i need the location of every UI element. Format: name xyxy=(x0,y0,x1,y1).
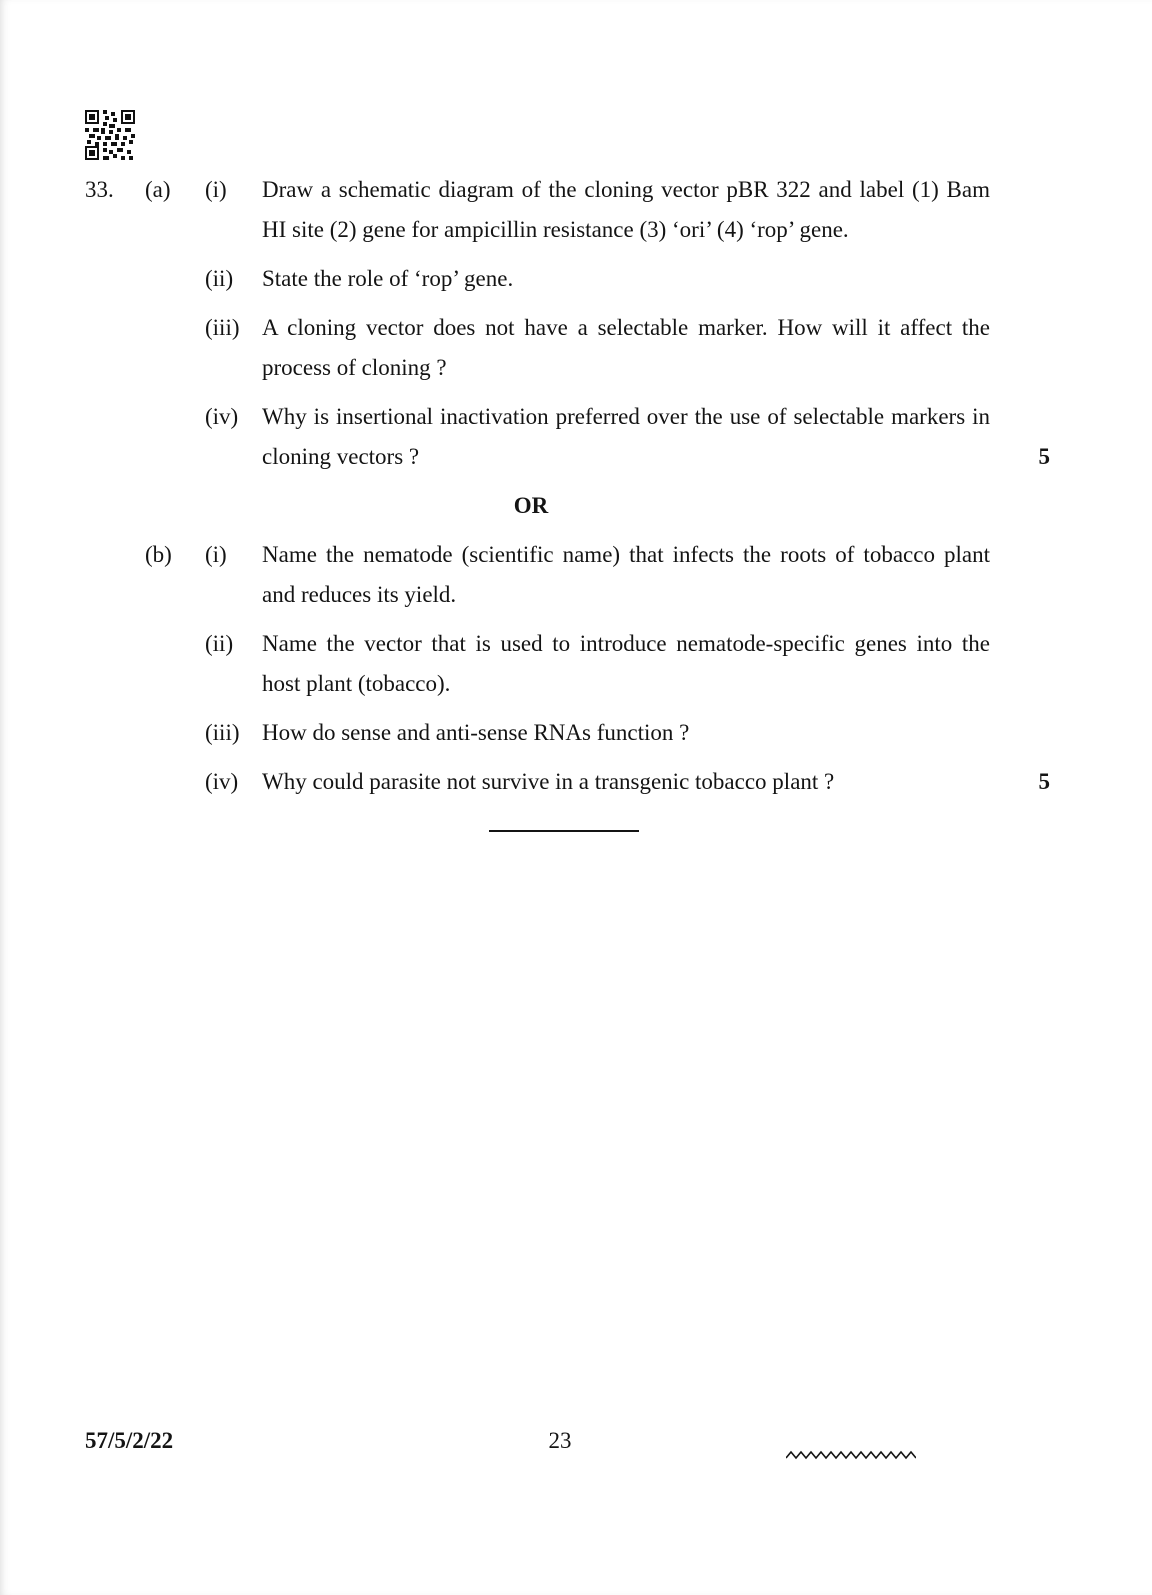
question-item xyxy=(0,170,1152,250)
item-number: (i) xyxy=(205,542,227,567)
item-text: Why is insertional inactivation preferred over the use of selectable markers in cloning vectors ? xyxy=(262,404,990,469)
page-footer xyxy=(0,1421,1152,1461)
question-item xyxy=(0,259,1152,299)
item-marks xyxy=(990,259,1058,299)
item-text: Name the nematode (scientific name) that infects the roots of tobacco plant and reduces its yield. xyxy=(262,542,990,607)
question-item xyxy=(0,713,1152,753)
part-label-b: (b) xyxy=(145,542,172,567)
item-marks xyxy=(990,308,1058,388)
question-item xyxy=(0,762,1152,802)
item-number: (ii) xyxy=(205,631,234,656)
item-marks xyxy=(990,624,1058,704)
section-divider xyxy=(489,830,639,832)
item-text: Why could parasite not survive in a transgenic tobacco plant ? xyxy=(262,769,835,794)
item-marks xyxy=(990,535,1058,615)
item-number: (iv) xyxy=(205,769,239,794)
page-number: 23 xyxy=(548,1428,572,1453)
item-marks xyxy=(990,713,1058,753)
item-text: Draw a schematic diagram of the cloning vector pBR 322 and label (1) Bam HI site (2) gene for ampicillin resistance (3) ‘ori’ (4) ‘rop’ gene. xyxy=(262,177,990,242)
question-33-block xyxy=(0,170,1152,832)
item-number: (iv) xyxy=(205,404,239,429)
question-number: 33. xyxy=(85,177,114,202)
item-text: Name the vector that is used to introduce nematode-specific genes into the host plant (tobacco). xyxy=(262,631,990,696)
qr-code-graphic xyxy=(85,110,135,160)
question-item xyxy=(0,308,1152,388)
item-number: (iii) xyxy=(205,720,240,745)
wavy-line-graphic xyxy=(786,1448,916,1462)
item-number: (i) xyxy=(205,177,227,202)
item-text: A cloning vector does not have a selectable marker. How will it affect the process of cloning ? xyxy=(262,315,990,380)
part-label-a: (a) xyxy=(145,177,171,202)
question-item xyxy=(0,624,1152,704)
marks-value: 5 xyxy=(1038,769,1050,794)
marks-value: 5 xyxy=(1038,444,1050,469)
item-number: (ii) xyxy=(205,266,234,291)
or-separator: OR xyxy=(513,493,549,518)
item-number: (iii) xyxy=(205,315,240,340)
question-item xyxy=(0,535,1152,615)
qr-code-icon xyxy=(85,110,135,160)
item-marks xyxy=(990,170,1058,250)
paper-code: 57/5/2/22 xyxy=(85,1428,174,1453)
question-item xyxy=(0,397,1152,477)
item-text: State the role of ‘rop’ gene. xyxy=(262,266,514,291)
item-text: How do sense and anti-sense RNAs function ? xyxy=(262,720,690,745)
wavy-line-icon xyxy=(786,1435,916,1475)
